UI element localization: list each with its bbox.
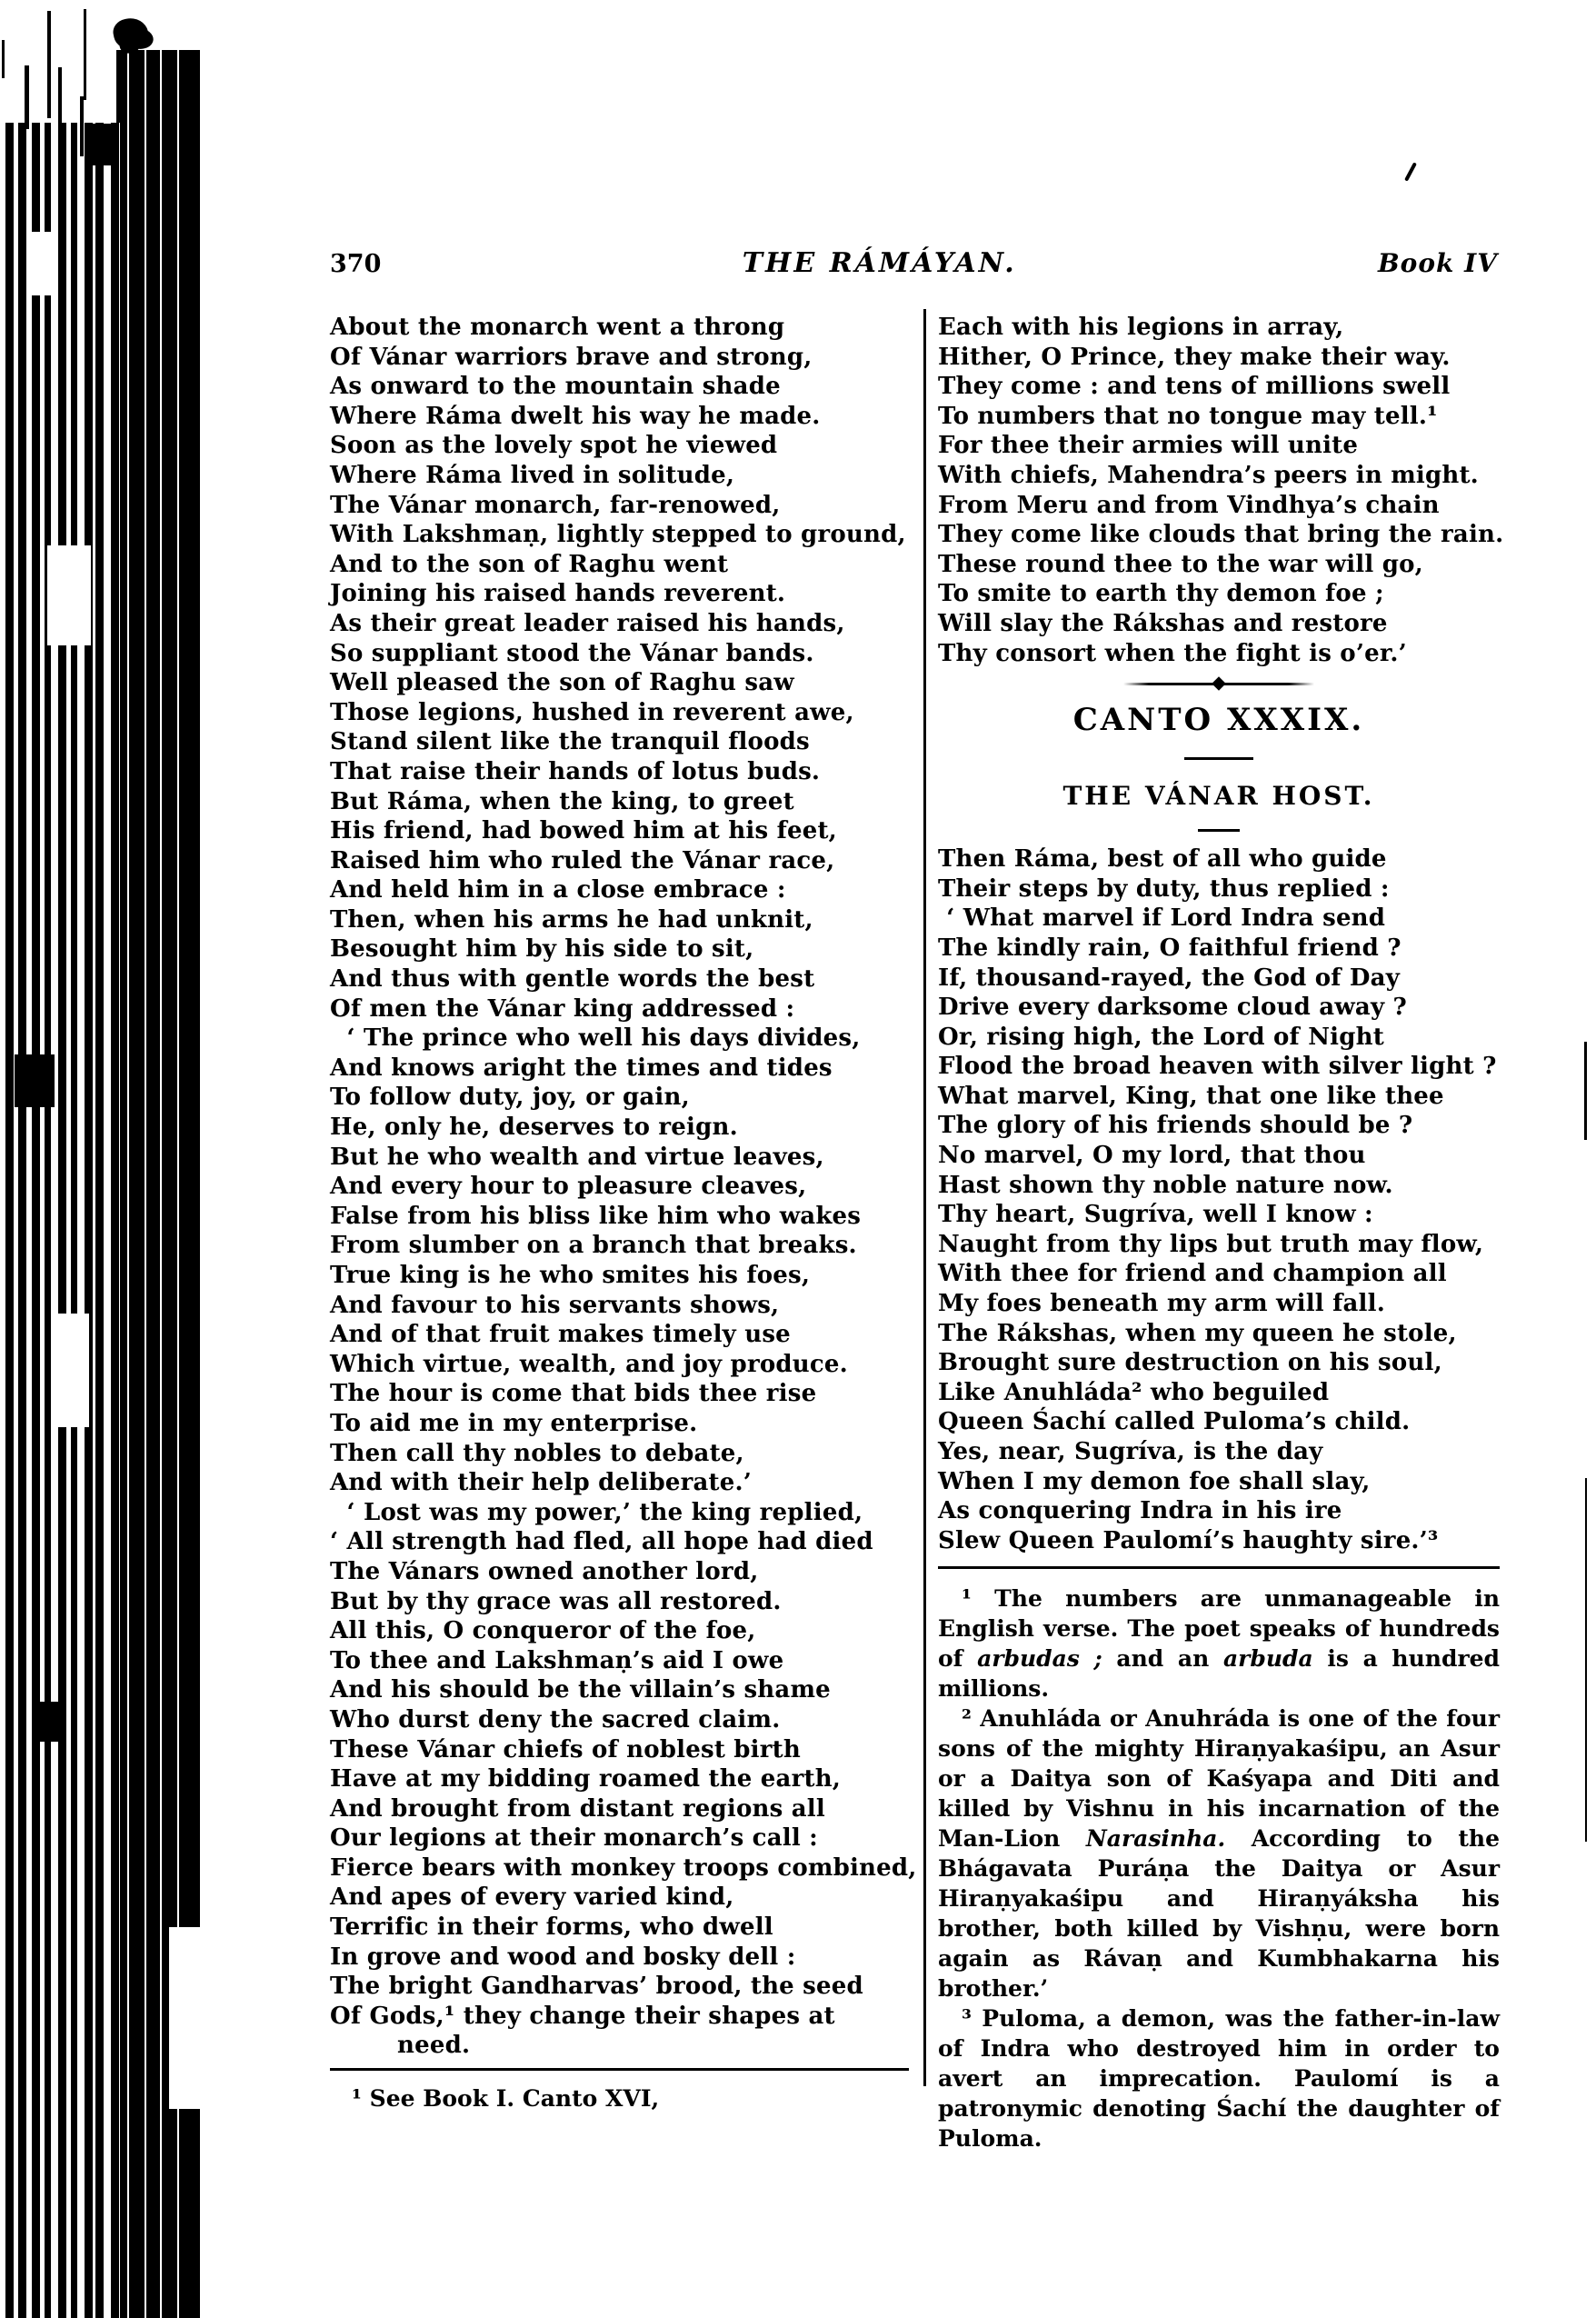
footnote: ¹ See Book I. Canto XVI, <box>352 2085 660 2113</box>
verse-line: The bright Gandharvas’ brood, the seed <box>330 1973 863 2001</box>
footnote-text: ² Anuhláda or Anuhráda is one of the four sons of the mighty Hiraṇyakaśipu, an Asur or a Daitya son of Kaśyapa and Diti and killed by Vishnu in his incarnation of the Man-Lion <box>938 1705 1500 1853</box>
gutter-white-gap <box>169 1927 200 2109</box>
verse-line: With chiefs, Mahendra’s peers in might. <box>938 461 1479 489</box>
gutter-white-gap <box>53 1314 89 1427</box>
verse-line: His friend, had bowed him at his feet, <box>330 817 837 845</box>
column-divider-rule <box>923 309 926 2086</box>
verse-line: Yes, near, Sugríva, is the day <box>938 1438 1323 1465</box>
right-column <box>938 313 1504 2153</box>
footnote-text: According to the Bhágavata Puráṇa the Daitya or Asur Hiraṇyakaśipu and Hiraṇyáksha his brother, both killed by Vishṇu, were born again as Rávaṇ and Kumbhakarna his brother.’ <box>938 1825 1500 2003</box>
verse-line: Besought him by his side to sit, <box>330 935 754 964</box>
verse-line: Which virtue, wealth, and joy produce. <box>330 1350 848 1378</box>
verse-line: My foes beneath my arm will fall. <box>938 1290 1385 1318</box>
section-ornament <box>1123 679 1314 688</box>
verse-line: Fierce bears with monkey troops combined, <box>330 1853 917 1882</box>
verse-line: To smite to earth thy demon foe ; <box>938 580 1384 608</box>
book-label: Book IV <box>1378 248 1498 278</box>
verse-line: But Ráma, when the king, to greet <box>330 787 794 815</box>
verse-line: need. <box>330 2032 471 2060</box>
page-header <box>330 247 1498 279</box>
verse-line: And held him in a close embrace : <box>330 876 786 904</box>
heading-rule <box>1198 829 1240 832</box>
footnote-rule <box>330 2068 909 2071</box>
verse-line: The Vánar monarch, far-renowed, <box>330 491 781 519</box>
verse-line: If, thousand-rayed, the God of Day <box>938 964 1401 992</box>
verse-line: And his should be the villain’s shame <box>330 1676 831 1704</box>
verse-line: Where Ráma dwelt his way he made. <box>330 402 821 430</box>
verse-line: To follow duty, joy, or gain, <box>330 1084 690 1112</box>
gutter-stripe-band <box>5 123 120 2318</box>
right-verse-part1 <box>938 313 1504 668</box>
verse-line: Flood the broad heaven with silver light ? <box>938 1053 1497 1081</box>
verse-line: Soon as the lovely spot he viewed <box>330 432 778 460</box>
verse-line: Each with his legions in array, <box>938 314 1344 341</box>
verse-line: About the monarch went a throng <box>330 314 785 341</box>
verse-line: Joining his raised hands reverent. <box>330 580 786 608</box>
verse-line: Who durst deny the sacred claim. <box>330 1705 781 1734</box>
verse-line: ‘ The prince who well his days divides, <box>330 1024 861 1053</box>
verse-line: And with their help deliberate.’ <box>330 1469 752 1497</box>
verse-line: Hast shown thy noble nature now. <box>938 1171 1393 1199</box>
verse-line: Our legions at their monarch’s call : <box>330 1824 818 1853</box>
verse-line: As onward to the mountain shade <box>330 373 781 401</box>
verse-line: As conquering Indra in his ire <box>938 1497 1342 1525</box>
gutter-line <box>25 65 29 129</box>
footnote-text: is a hundred millions. <box>938 1645 1500 1703</box>
footnote-paragraph <box>938 1704 1500 2003</box>
gutter-line <box>58 67 62 124</box>
verse-line: And of that fruit makes timely use <box>330 1321 791 1349</box>
verse-line: As their great leader raised his hands, <box>330 609 845 637</box>
verse-line: But he who wealth and virtue leaves, <box>330 1143 824 1171</box>
verse-line: Naught from thy lips but truth may flow, <box>938 1230 1484 1258</box>
footnote-text: ³ Puloma, a demon, was the father-in-law of Indra who destroyed him in order to avert an imprecation. Paulomí is a patronymic denoting Śachí the daughter of Puloma. <box>938 2005 1500 2153</box>
verse-line: Thy consort when the fight is o’er.’ <box>938 639 1407 667</box>
verse-line: They come : and tens of millions swell <box>938 373 1451 401</box>
verse-line: These round thee to the war will go, <box>938 550 1423 578</box>
verse-line: Those legions, hushed in reverent awe, <box>330 698 854 726</box>
verse-line: Hither, O Prince, they make their way. <box>938 343 1451 371</box>
verse-line: And thus with gentle words the best <box>330 965 815 994</box>
gutter-line <box>80 96 84 156</box>
verse-line: In grove and wood and bosky dell : <box>330 1943 796 1971</box>
scan-artifact-edge <box>1585 1478 1587 1842</box>
verse-line: The Vánars owned another lord, <box>330 1557 759 1585</box>
verse-line: The kindly rain, O faithful friend ? <box>938 934 1401 962</box>
verse-line: No marvel, O my lord, that thou <box>938 1142 1366 1170</box>
verse-line: To numbers that no tongue may tell.¹ <box>938 402 1438 430</box>
scan-artifact-mark <box>1404 162 1417 181</box>
footnote-text: ¹ The numbers are unmanageable in English verse. The poet speaks of hundreds of <box>938 1585 1500 1673</box>
verse-line: He, only he, deserves to reign. <box>330 1114 738 1142</box>
canto-subheading: THE VÁNAR HOST. <box>1062 781 1375 812</box>
verse-line: Brought sure destruction on his soul, <box>938 1349 1442 1377</box>
footnote-paragraph <box>938 2003 1500 2153</box>
gutter-ink-block <box>89 124 113 165</box>
verse-line: They come like clouds that bring the rain. <box>938 521 1504 549</box>
verse-line: All this, O conqueror of the foe, <box>330 1617 756 1645</box>
verse-line: Where Ráma lived in solitude, <box>330 461 735 489</box>
verse-line: Thy heart, Sugríva, well I know : <box>938 1201 1373 1229</box>
footnotes <box>938 1584 1500 2153</box>
verse-line: Terrific in their forms, who dwell <box>330 1913 773 1942</box>
verse-line: The glory of his friends should be ? <box>938 1112 1413 1140</box>
page-number: 370 <box>330 250 382 278</box>
footnote-italic-text: Narasinha. <box>1085 1825 1226 1853</box>
verse-line: And to the son of Raghu went <box>330 550 729 578</box>
verse-line: When I my demon foe shall slay, <box>938 1467 1371 1495</box>
verse-line: Of Gods,¹ they change their shapes at <box>330 2002 835 2030</box>
verse-line: But by thy grace was all restored. <box>330 1587 782 1615</box>
verse-line: From slumber on a branch that breaks. <box>330 1232 857 1260</box>
gutter-white-gap <box>27 232 58 295</box>
gutter-white-gap <box>47 545 91 645</box>
verse-line: Will slay the Rákshas and restore <box>938 609 1388 637</box>
verse-line: Well pleased the son of Raghu saw <box>330 669 794 697</box>
right-verse-part2 <box>938 844 1500 1555</box>
verse-line: To aid me in my enterprise. <box>330 1409 698 1437</box>
scan-artifact-edge <box>1584 1042 1587 1140</box>
footnote-rule <box>938 1566 1500 1569</box>
running-title: THE RÁMÁYAN. <box>742 247 1017 279</box>
left-verse <box>330 313 921 2061</box>
verse-line: With Lakshmaṇ, lightly stepped to ground, <box>330 521 906 549</box>
verse-line: The Rákshas, when my queen he stole, <box>938 1319 1457 1347</box>
verse-line: And brought from distant regions all <box>330 1794 825 1823</box>
verse-line: Then, when his arms he had unknit, <box>330 905 813 934</box>
verse-line: So suppliant stood the Vánar bands. <box>330 639 814 667</box>
verse-line: And apes of every varied kind, <box>330 1883 734 1912</box>
gutter-ink-block <box>35 1702 60 1742</box>
verse-line: Of Vánar warriors brave and strong, <box>330 343 813 371</box>
verse-line: And every hour to pleasure cleaves, <box>330 1173 807 1201</box>
verse-line: Queen Śachí called Puloma’s child. <box>938 1408 1411 1436</box>
verse-line: Then call thy nobles to debate, <box>330 1439 744 1467</box>
ornament-diamond <box>1212 676 1226 691</box>
footnote-paragraph <box>938 1584 1500 1704</box>
gutter-line <box>2 40 5 78</box>
verse-line: Drive every darksome cloud away ? <box>938 994 1407 1022</box>
gutter-ink-block <box>15 1054 55 1107</box>
verse-line: False from his bliss like him who wakes <box>330 1202 862 1230</box>
left-column <box>330 313 921 2113</box>
verse-line: ‘ All strength had fled, all hope had died <box>330 1528 873 1556</box>
verse-line: That raise their hands of lotus buds. <box>330 757 821 785</box>
verse-line: Then Ráma, best of all who guide <box>938 845 1387 874</box>
verse-line: And knows aright the times and tides <box>330 1054 833 1082</box>
verse-line: Or, rising high, the Lord of Night <box>938 1023 1384 1051</box>
verse-line: To thee and Lakshmaṇ’s aid I owe <box>330 1646 784 1674</box>
gutter-ink-smudge <box>111 15 151 52</box>
verse-line: Have at my bidding roamed the earth, <box>330 1765 842 1793</box>
footnote-italic-text: arbudas ; <box>977 1645 1102 1673</box>
verse-line: Their steps by duty, thus replied : <box>938 874 1390 903</box>
gutter-line <box>47 11 51 118</box>
verse-line: True king is he who smites his foes, <box>330 1262 811 1289</box>
verse-line: Raised him who ruled the Vánar race, <box>330 846 835 874</box>
gutter-line <box>84 9 86 100</box>
verse-line: For thee their armies will unite <box>938 432 1359 460</box>
verse-line: With thee for friend and champion all <box>938 1260 1447 1288</box>
verse-line: What marvel, King, that one like thee <box>938 1082 1444 1110</box>
verse-line: The hour is come that bids thee rise <box>330 1380 817 1408</box>
verse-line: And favour to his servants shows, <box>330 1291 780 1319</box>
verse-line: ‘ What marvel if Lord Indra send <box>938 904 1386 933</box>
canto-heading: CANTO XXXIX. <box>1072 702 1365 739</box>
footnote-text: and an <box>1102 1645 1223 1673</box>
verse-line: From Meru and from Vindhya’s chain <box>938 491 1440 519</box>
verse-line: ‘ Lost was my power,’ the king replied, <box>330 1498 863 1526</box>
verse-line: Stand silent like the tranquil floods <box>330 728 810 756</box>
footnote-italic-text: arbuda <box>1222 1645 1313 1673</box>
verse-line: Like Anuhláda² who beguiled <box>938 1378 1330 1406</box>
verse-line: Slew Queen Paulomí’s haughty sire.’³ <box>938 1526 1439 1554</box>
heading-rule <box>1184 757 1253 760</box>
verse-line: Of men the Vánar king addressed : <box>330 994 795 1023</box>
verse-line: These Vánar chiefs of noblest birth <box>330 1735 801 1763</box>
